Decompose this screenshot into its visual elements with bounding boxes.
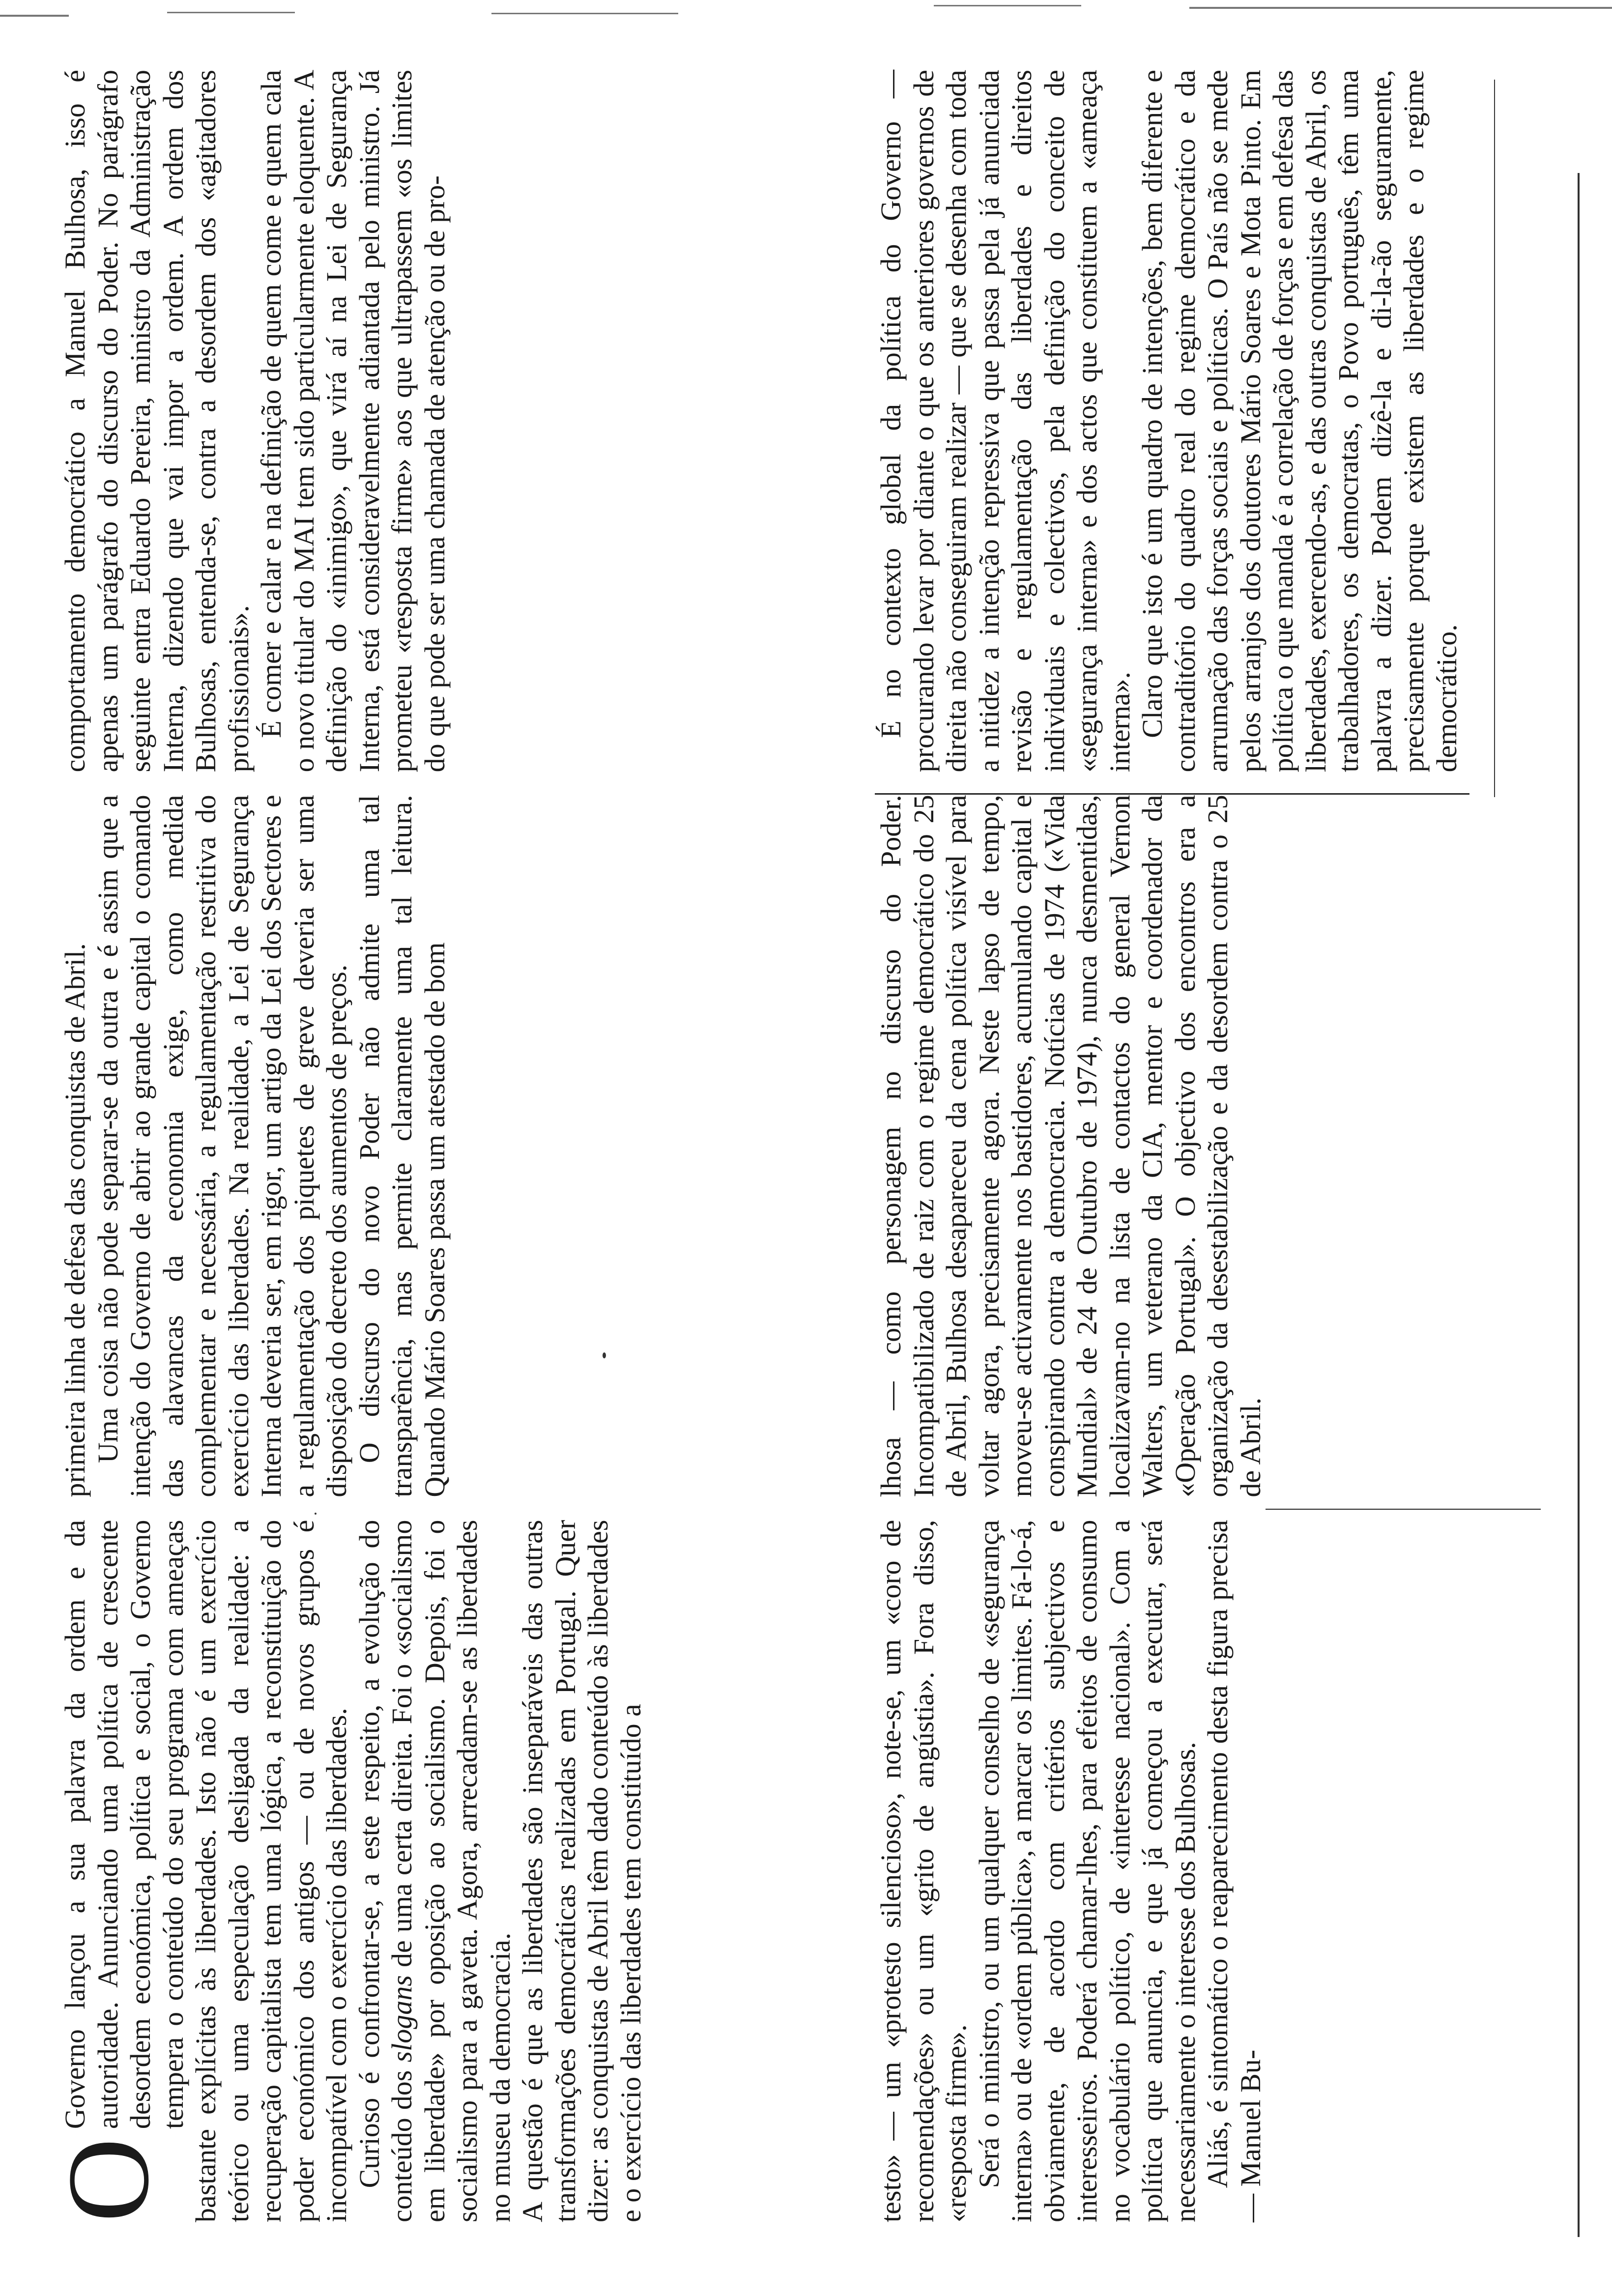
paragraph: Claro que isto é um quadro de intenções, bem diferente e contraditório do quadro real do regime democrático e da arrumação das forças sociais e políticas. O País não se mede pelos arranjos dos doutores Mário Soares e Mota Pinto. Em política o que manda é a correlação de forças e em defesa das liberdades, exercendo-as, e das outras conquistas de Abril, os trabalhadores, os democratas, o Povo português, têm uma palavra a dizer. Podem dizê-la e di-la-ão seguramente, precisamente porque existem as liberdades e o regime democrático. xyxy=(1136,70,1463,773)
drop-cap: O xyxy=(44,2138,173,2222)
article-column-6 xyxy=(875,70,1465,772)
article-column-2 xyxy=(59,795,737,1497)
article-top-row xyxy=(44,70,737,2222)
paragraph: comportamento democrático a Manuel Bulhosa, isso é apenas um parágrafo do discurso do Poder. No parágrafo seguinte entra Eduardo Pereira, ministro da Administração Interna, dizendo que vai impor a ordem. A ordem dos Bulhosas, entenda-se, contra a desordem dos «agitadores profissionais». xyxy=(59,70,255,773)
paragraph: Aliás, é sintomático o reaparecimento desta figura precisa — Manuel Bu- xyxy=(1202,1520,1267,2222)
paragraph: Será o ministro, ou um qualquer conselho de «segurança interna» ou de «ordem pública», a marcar os limites. Fá-lo-á, obviamente, de acordo com critérios subjectivos e interesseiros. Poderá chamar-lhes, para efeitos de consumo no vocabulário político, de «interesse nacional». Com a política que anuncia, e que já começou a executar, será necessariamente o interesse dos Bulhosas. xyxy=(973,1520,1201,2222)
italic-term: slogans xyxy=(386,1975,418,2063)
paragraph: A questão é que as liberdades são inseparáveis das outras transformações democráticas realizadas em Portugal. Quer dizer: as conquistas de Abril têm dado conteúdo às liberdades e o exercício das liberdades tem constituído a xyxy=(517,1520,647,2222)
article-column-4 xyxy=(875,1520,1465,2222)
article-column-1 xyxy=(44,1520,737,2222)
article-bottom-row xyxy=(875,70,1465,2222)
section-divider xyxy=(1494,80,1495,797)
paragraph xyxy=(353,1520,517,2222)
paragraph: lhosa — como personagem no discurso do Poder. Incompatibilizado de raiz com o regime democrático do 25 de Abril, Bulhosa desapareceu da cena política visível para voltar agora, precisamente agora. Neste lapso de tempo, moveu-se activamente nos bastidores, acumulando capital e conspirando contra a democracia. Notícias de 1974 («Vida Mundial» de 24 de Outubro de 1974), nunca desmentidas, localizavam-no na lista de contactos do general Vernon Walters, um veterano da CIA, mentor e coordenador da «Operação Portugal». O objectivo dos encontros era a organização da desestabilização e da desordem contra o 25 de Abril. xyxy=(875,795,1267,1497)
column-rule xyxy=(875,793,1469,795)
paragraph: Uma coisa não pode separar-se da outra e é assim que a intenção do Governo de abrir ao grande capital o comando das alavancas da economia exige, como medida complementar e necessária, a regulamentação restritiva do exercício das liberdades. Na realidade, a Lei de Segurança Interna deveria ser, em rigor, um artigo da Lei dos Sectores e a regulamentação dos piquetes de greve deveria ser uma disposição do decreto dos aumentos de preços. xyxy=(91,795,352,1497)
paragraph xyxy=(44,1520,353,2222)
paragraph: É comer e calar e na definição de quem come e quem cala o novo titular do MAI tem sido particularmente eloquente. A definição do «inimigo», que virá aí na Lei de Segurança Interna, está consideravelmente adiantada pelo ministro. Já prometeu «resposta firme» aos que ultrapassem «os limites do que pode ser uma chamada de atenção ou de pro- xyxy=(255,70,451,773)
paragraph: primeira linha de defesa das conquistas de Abril. xyxy=(59,943,91,1497)
article-column-5 xyxy=(875,795,1465,1497)
clipping-edge-rule xyxy=(1578,173,1580,2237)
paragraph-text: de uma certa direita. Foi o «socialismo em liberdade» por oposição ao socialismo. Depois, foi o socialismo para a gaveta. Agora, arrecadam-se as liberdades no museu da democracia. xyxy=(386,1520,516,2222)
paragraph: É no contexto global da política do Governo — procurando levar por diante o que os anteriores governos de direita não conseguiram realizar — que se desenha com toda a nitidez a intenção repressiva que passa pela já anunciada revisão e regulamentação das liberdades e direitos individuais e colectivos, pela definição do conceito de «segurança interna» e dos actos que constituem a «ameaça interna». xyxy=(875,70,1136,773)
paragraph: O discurso do novo Poder não admite uma tal transparência, mas permite claramente uma tal leitura. Quando Mário Soares passa um atestado de bom xyxy=(353,795,451,1497)
article xyxy=(44,70,1543,2222)
column-rule xyxy=(1266,1509,1541,1510)
article-column-3 xyxy=(59,70,737,772)
paragraph-text: Curioso é confrontar-se, a este respeito, a evolução do conteúdo dos xyxy=(353,1520,418,2222)
paragraph-text: Governo lançou a sua palavra da ordem e da autoridade. Anunciando uma política de crescente desordem económica, política e social, o Governo tempera o conteúdo do seu programa com ameaças bastante explícitas às liberdades. Isto não é um exercício teórico ou uma especulação desligada da realidade: a recuperação capitalista tem uma lógica, a reconstituição do poder económico dos antigos — ou de novos grupos é incompatível com o exercício das liberdades. xyxy=(59,1520,352,2222)
paragraph: testo» — um «protesto silencioso», note-se, um «coro de recomendações» ou um «grito de angústia». Fora disso, «resposta firme». xyxy=(875,1520,972,2222)
